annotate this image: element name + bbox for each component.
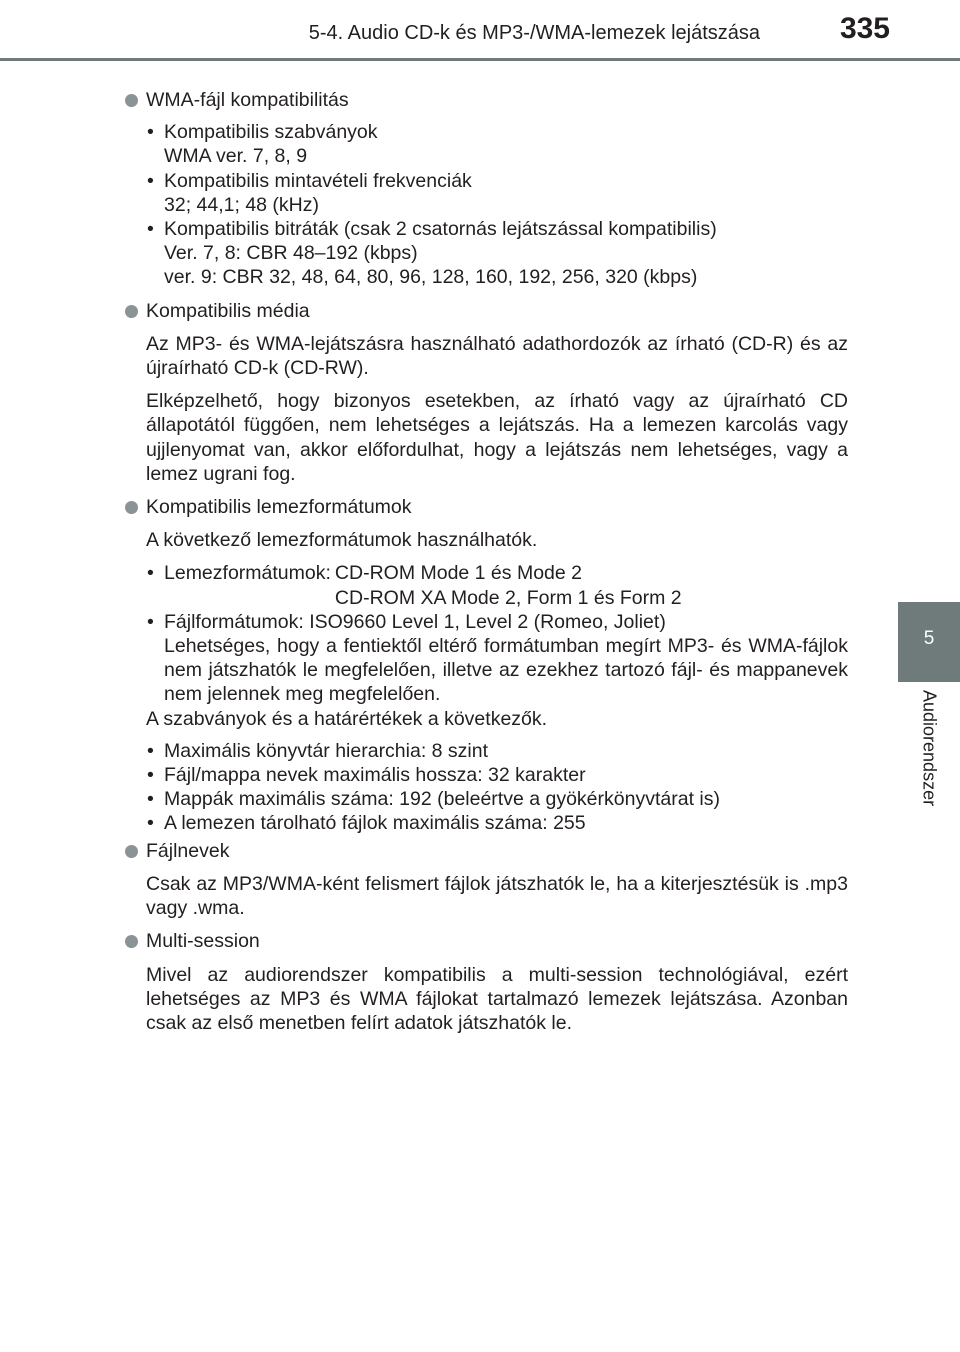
list-item-text: • Maximális könyvtár hierarchia: 8 szint: [164, 739, 489, 762]
running-header-title: 5-4. Audio CD-k és MP3-/WMA-lemezek lejátszása: [308, 22, 760, 44]
format-list: [146, 561, 848, 706]
paragraph: Csak az MP3/WMA-ként felismert fájlok játszhatók le, ha a kiterjesztésük is .mp3 vagy .wma.: [146, 872, 848, 920]
list-item: [146, 610, 848, 707]
header-divider: [0, 58, 960, 61]
section-heading-formats: [124, 495, 848, 519]
section-heading-text: Fájlnevek: [146, 839, 230, 862]
circle-bullet-icon: [125, 935, 138, 948]
section-body-media: [146, 332, 848, 486]
section-body-filenames: [146, 872, 848, 920]
chapter-tab-label-text: Audiorendszer: [919, 690, 940, 807]
list-item-value: Ver. 7, 8: CBR 48–192 (kbps): [164, 242, 418, 265]
circle-bullet-icon: [125, 94, 138, 107]
paragraph: Mivel az audiorendszer kompatibilis a multi-session technológiával, ezért lehetséges az MP3 és WMA fájlokat tartalmazó lemezek lejátszása. Azonban csak az első menetben felírt adatok játszhatók le.: [146, 963, 848, 1034]
paragraph: A következő lemezformátumok használhatók.: [146, 529, 538, 552]
list-item-text: • Mappák maximális száma: 192 (beleértve a gyökérkönyvtárat is): [164, 788, 720, 811]
chapter-tab: 5: [898, 602, 960, 682]
page-content: [124, 88, 848, 1035]
list-item-note: Lehetséges, hogy a fentiektől eltérő formátumban megírt MP3- és WMA-fájlok nem játszhatók le megfelelően, illetve az ezekhez tartozó fájl- és mappanevek nem jelennek meg megfelelően.: [164, 635, 848, 706]
list-item-value: ver. 9: CBR 32, 48, 64, 80, 96, 128, 160, 192, 256, 320 (kbps): [164, 266, 698, 289]
list-item-title: • Kompatibilis bitráták (csak 2 csatornás lejátszással kompatibilis): [164, 218, 717, 241]
section-heading-text: WMA-fájl kompatibilitás: [146, 89, 349, 111]
list-item-text: • Fájl/mappa nevek maximális hossza: 32 karakter: [164, 764, 586, 787]
section-heading-multisession: [124, 929, 848, 953]
list-item-text: • A lemezen tárolható fájlok maximális száma: 255: [164, 812, 586, 835]
chapter-tab-label: [898, 690, 960, 825]
circle-bullet-icon: [125, 845, 138, 858]
section-body-multisession: [146, 963, 848, 1036]
list-item: [146, 811, 848, 835]
section-heading-text: Multi-session: [146, 930, 260, 953]
section-body-formats: [146, 528, 848, 835]
section-heading-media: [124, 299, 848, 323]
section-heading-text: Kompatibilis lemezformátumok: [146, 496, 412, 519]
list-item-title: • Fájlformátumok: ISO9660 Level 1, Level 2 (Romeo, Joliet): [164, 610, 666, 633]
wma-spec-list: [146, 120, 848, 289]
disc-format-value: CD-ROM Mode 1 és Mode 2: [334, 562, 582, 585]
list-item: [146, 120, 848, 168]
limits-list: [146, 739, 848, 836]
page-number: 335: [839, 12, 890, 45]
disc-format-label: • Lemezformátumok:: [164, 562, 331, 585]
section-heading-filenames: [124, 839, 848, 863]
section-heading-wma: [124, 88, 848, 112]
circle-bullet-icon: [125, 305, 138, 318]
list-item-title: • Kompatibilis szabványok: [164, 121, 378, 144]
paragraph: Az MP3- és WMA-lejátszásra használható adathordozók az írható (CD-R) és az újraírható CD-k (CD-RW).: [146, 332, 848, 380]
list-item-value: WMA ver. 7, 8, 9: [164, 145, 308, 168]
list-item-title: • Kompatibilis mintavételi frekvenciák: [164, 169, 472, 192]
paragraph: Elképzelhető, hogy bizonyos esetekben, az írható vagy az újraírható CD állapotától függően, nem lehetséges a lejátszás. Ha a lemezen karcolás vagy ujjlenyomat van, akkor előfordulhat, hogy a lejátszás nem lehetséges, vagy a lemez ugrani fog.: [146, 390, 848, 485]
list-item: [146, 169, 848, 217]
list-item-value: 32; 44,1; 48 (kHz): [164, 193, 319, 216]
disc-format-row: [164, 561, 848, 609]
list-item: [146, 763, 848, 787]
disc-format-values: [335, 561, 682, 609]
section-heading-text: Kompatibilis média: [146, 299, 310, 322]
paragraph: A szabványok és a határértékek a következők.: [146, 707, 548, 730]
list-item: [146, 739, 848, 763]
section-body-wma: [146, 120, 848, 289]
list-item: [146, 561, 848, 609]
list-item: [146, 217, 848, 290]
list-item: [146, 787, 848, 811]
disc-format-value: CD-ROM XA Mode 2, Form 1 és Form 2: [334, 586, 682, 609]
circle-bullet-icon: [125, 501, 138, 514]
